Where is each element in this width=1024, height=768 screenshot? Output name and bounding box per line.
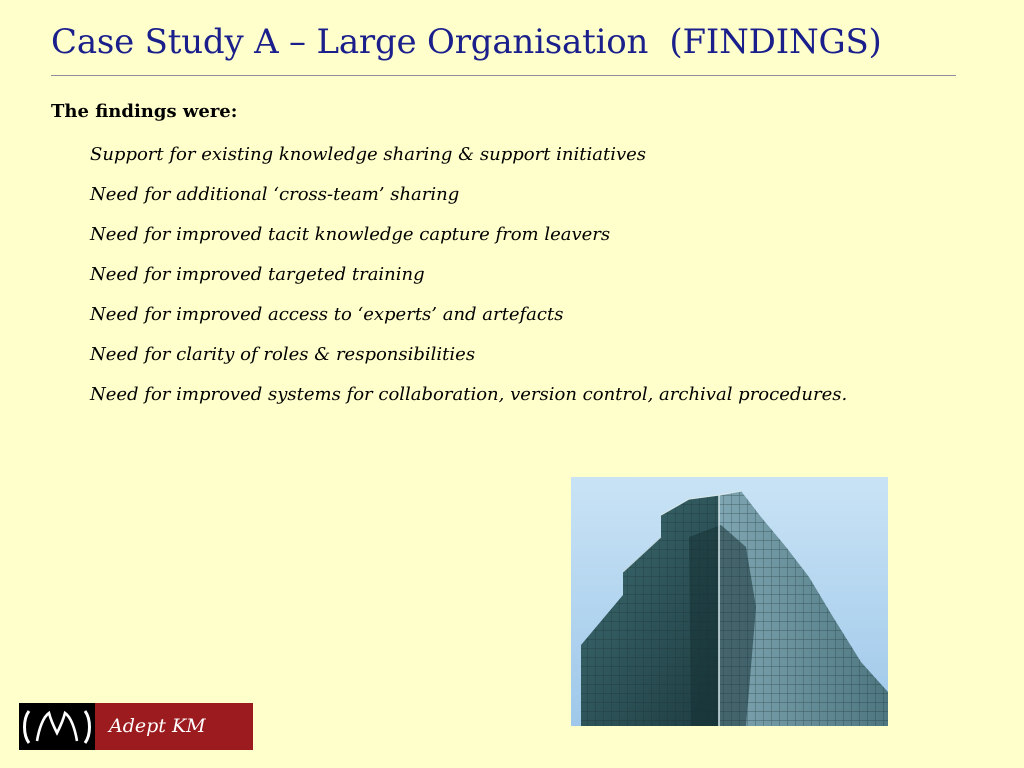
finding-item: Need for additional ‘cross-team’ sharing <box>90 184 460 205</box>
logo-wordmark: Adept KM <box>95 703 253 750</box>
finding-item: Need for clarity of roles & responsibilities <box>90 344 476 365</box>
km-monogram-icon <box>19 703 95 750</box>
finding-item: Need for improved targeted training <box>90 264 425 285</box>
finding-item: Need for improved access to ‘experts’ and artefacts <box>90 304 564 325</box>
adept-km-logo <box>19 703 253 750</box>
finding-item: Need for improved systems for collaboration, version control, archival procedures. <box>90 384 848 405</box>
office-building-photo <box>571 477 888 726</box>
finding-item: Need for improved tacit knowledge capture from leavers <box>90 224 611 245</box>
findings-list <box>90 135 847 415</box>
finding-item: Support for existing knowledge sharing & support initiatives <box>90 144 647 165</box>
findings-intro: The findings were: <box>51 101 238 122</box>
title-divider <box>51 75 956 76</box>
slide-title: Case Study A – Large Organisation (FINDINGS) <box>51 22 882 62</box>
